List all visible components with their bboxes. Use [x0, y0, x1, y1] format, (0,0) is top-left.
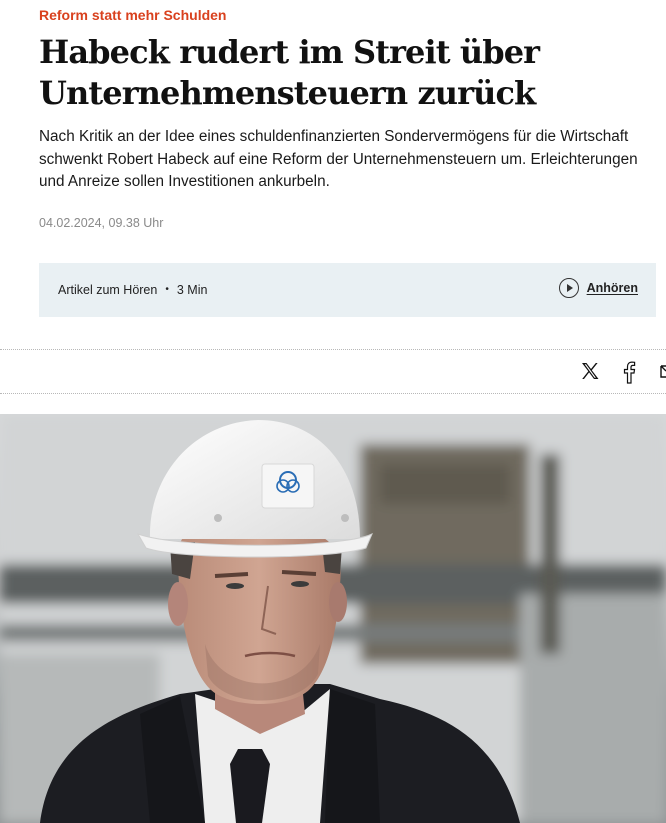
headline: Habeck rudert im Streit über Unternehmensteuern zurück — [39, 33, 540, 112]
listen-button[interactable] — [559, 278, 638, 298]
x-icon[interactable] — [580, 360, 600, 387]
audio-separator: • — [165, 284, 169, 295]
lead-text: Nach Kritik an der Idee eines schuldenfinanzierten Sondervermögens für die Wirtschaft schwenkt Robert Habeck auf eine Reform der Unternehmensteuern um. Erleichterungen und Anreize sollen Investitionen ankurbeln. — [39, 128, 638, 190]
listen-label: Anhören — [586, 281, 638, 295]
audio-player — [39, 263, 656, 317]
audio-duration: 3 Min — [176, 283, 208, 297]
audio-info — [58, 283, 207, 297]
dateline: 04.02.2024, 09.38 Uhr — [39, 216, 164, 230]
article-photo — [0, 414, 666, 823]
play-icon — [559, 278, 579, 298]
kicker: Reform statt mehr Schulden — [39, 7, 227, 23]
share-bar — [0, 349, 666, 394]
mail-icon[interactable] — [660, 360, 666, 387]
facebook-icon[interactable] — [622, 360, 636, 389]
audio-label: Artikel zum Hören — [58, 283, 158, 297]
